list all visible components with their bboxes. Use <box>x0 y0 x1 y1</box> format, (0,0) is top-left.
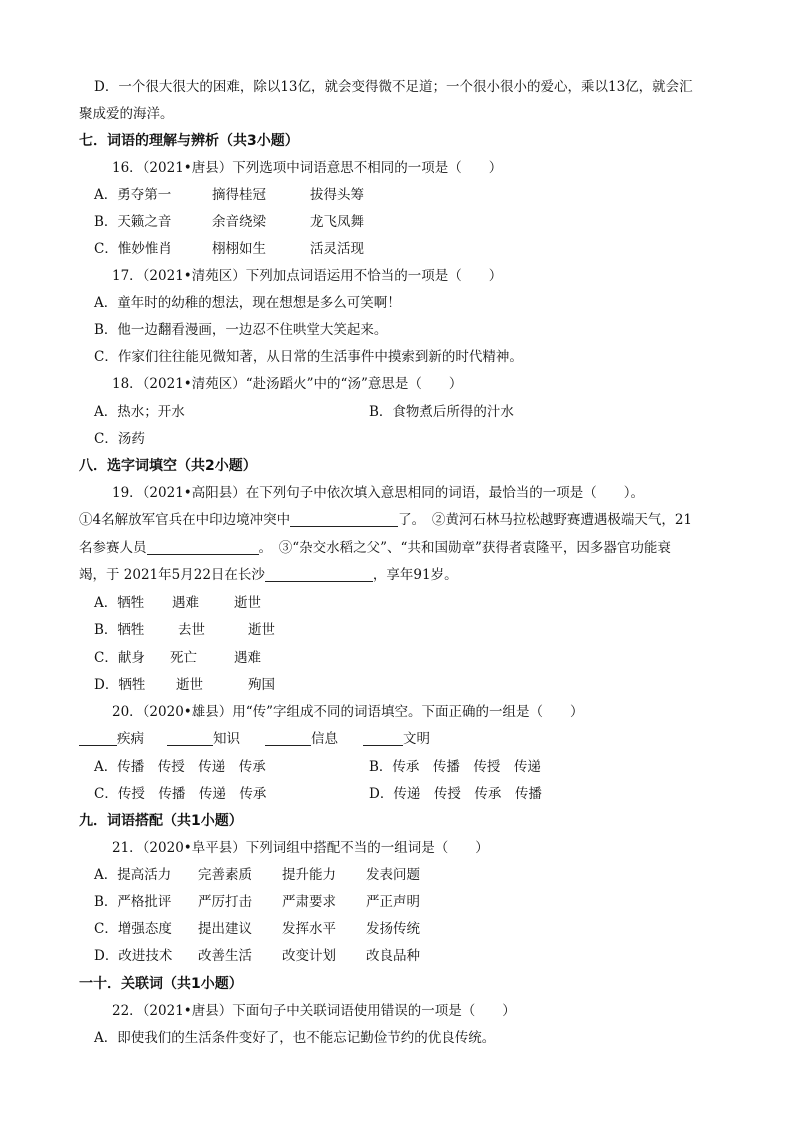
q19-option-d <box>94 675 275 695</box>
q19-s3-after: ，享年91岁。 <box>372 567 458 583</box>
q17-option-c: C．作家们往往能见微知著，从日常的生活事件中摸索到新的时代精神。 <box>94 349 523 365</box>
q18-option-c: C．汤药 <box>94 431 145 447</box>
q19-a-2: 遇难 <box>172 595 199 611</box>
q21-b-3: 严肃要求 <box>282 894 336 910</box>
q21-c-3: 发挥水平 <box>282 921 336 937</box>
q21-a-4: 发表问题 <box>366 867 420 883</box>
q21-c-2: 提出建议 <box>198 921 252 937</box>
q20-option-b: B．传承 传播 传授 传递 <box>369 759 541 775</box>
q16-a-3: 拔得头筹 <box>310 187 364 203</box>
q19-s2-before: 名参赛人员 <box>79 540 147 556</box>
q19-d-2: 逝世 <box>176 677 203 693</box>
q15-option-d-line2: 聚成爱的海洋。 <box>79 106 174 122</box>
q20-option-c: C．传授 传播 传递 传承 <box>94 786 267 802</box>
q20-word-3: 信息 <box>311 731 338 747</box>
q18-option-a: A．热水；开水 <box>94 404 185 420</box>
q19-s2-after: 。 ③“杂交水稻之父”、“共和国勋章”获得者袁隆平，因多器官功能衰 <box>258 540 671 556</box>
q19-s1-after: 了。 ②黄河石林马拉松越野赛遭遇极端天气，21 <box>398 512 693 528</box>
q21-option-a <box>94 865 420 885</box>
q16-option-b <box>94 212 364 232</box>
q20-word-1: 疾病 <box>117 731 144 747</box>
q20-word-2: 知识 <box>213 731 240 747</box>
q19-d-1: D．牺牲 <box>94 677 146 693</box>
q19-s3-before: 竭，于 2021年5月22日在长沙 <box>79 567 265 583</box>
q22-option-a: A．即使我们的生活条件变好了，也不能忘记勤俭节约的优良传统。 <box>94 1030 496 1046</box>
q20-blank-3[interactable] <box>265 731 311 746</box>
q19-a-3: 逝世 <box>234 595 261 611</box>
q19-s1-before: ①4名解放军官兵在中印边境冲突中 <box>79 512 291 528</box>
q19-sentence-line3 <box>79 565 458 585</box>
q21-option-d <box>94 946 420 966</box>
q16-a-2: 摘得桂冠 <box>212 187 266 203</box>
q19-blank-3[interactable] <box>265 567 373 582</box>
q21-option-c <box>94 919 420 939</box>
q16-b-1: B．天籁之音 <box>94 214 172 230</box>
q18-option-b: B．食物煮后所得的汁水 <box>369 404 514 420</box>
q19-option-a <box>94 593 261 613</box>
q19-stem: 19．（2021•高阳县）在下列句子中依次填入意思相同的词语，最恰当的一项是（ ）。 <box>112 485 644 501</box>
q19-c-2: 死亡 <box>170 650 197 666</box>
q16-option-c <box>94 239 364 259</box>
q16-stem: 16．（2021•唐县）下列选项中词语意思不相同的一项是（ ） <box>112 160 503 176</box>
q21-d-1: D．改进技术 <box>94 948 173 964</box>
q20-stem: 20．（2020•雄县）用“传”字组成不同的词语填空。下面正确的一组是（ ） <box>112 704 584 720</box>
q19-sentence-line1 <box>79 510 692 530</box>
q20-blank-2[interactable] <box>167 731 213 746</box>
q21-stem: 21．（2020•阜平县）下列词组中搭配不当的一组词是（ ） <box>112 840 489 856</box>
q19-c-3: 遇难 <box>234 650 261 666</box>
q16-c-3: 活灵活现 <box>310 241 364 257</box>
q21-d-4: 改良品种 <box>366 948 420 964</box>
q19-blank-1[interactable] <box>290 512 398 527</box>
q21-c-1: C．增强态度 <box>94 921 172 937</box>
q21-d-2: 改善生活 <box>198 948 252 964</box>
q19-c-1: C．献身 <box>94 650 145 666</box>
section-9-title: 九．词语搭配（共1小题） <box>79 813 243 829</box>
q17-option-b: B．他一边翻看漫画，一边忍不住哄堂大笑起来。 <box>94 322 388 338</box>
section-10-title: 一十．关联词（共1小题） <box>79 976 243 992</box>
q18-stem: 18．（2021•清苑区）“赴汤蹈火”中的“汤”意思是（ ） <box>112 376 463 392</box>
q21-c-4: 发扬传统 <box>366 921 420 937</box>
q19-b-3: 逝世 <box>248 622 275 638</box>
q16-option-a <box>94 185 364 205</box>
q16-c-1: C．惟妙惟肖 <box>94 241 172 257</box>
q20-blanks-row <box>79 729 430 749</box>
q19-option-c <box>94 648 261 668</box>
q21-b-2: 严厉打击 <box>198 894 252 910</box>
q19-d-3: 殉国 <box>248 677 275 693</box>
q19-sentence-line2 <box>79 538 671 558</box>
q16-a-1: A．勇夺第一 <box>94 187 172 203</box>
q20-word-4: 文明 <box>403 731 430 747</box>
q20-blank-1[interactable] <box>79 731 117 746</box>
section-8-title: 八．选字词填空（共2小题） <box>79 458 257 474</box>
q21-a-2: 完善素质 <box>198 867 252 883</box>
q16-b-3: 龙飞凤舞 <box>310 214 364 230</box>
q16-c-2: 栩栩如生 <box>212 241 266 257</box>
q20-option-d: D．传递 传授 传承 传播 <box>369 786 542 802</box>
q19-b-2: 去世 <box>178 622 205 638</box>
q20-blank-4[interactable] <box>363 731 403 746</box>
q17-option-a: A．童年时的幼稚的想法，现在想想是多么可笑啊！ <box>94 295 401 311</box>
q15-option-d-line1: D．一个很大很大的困难，除以13亿，就会变得微不足道；一个很小很小的爱心，乘以13亿，就会汇 <box>94 79 693 95</box>
q21-b-4: 严正声明 <box>366 894 420 910</box>
q20-option-a: A．传播 传授 传递 传承 <box>94 759 266 775</box>
q22-stem: 22．（2021•唐县）下面句子中关联词语使用错误的一项是（ ） <box>112 1003 516 1019</box>
q21-option-b <box>94 892 420 912</box>
q19-option-b <box>94 620 275 640</box>
q21-a-1: A．提高活力 <box>94 867 172 883</box>
q21-a-3: 提升能力 <box>282 867 336 883</box>
q16-b-2: 余音绕梁 <box>212 214 266 230</box>
q19-b-1: B．牺牲 <box>94 622 145 638</box>
q21-d-3: 改变计划 <box>282 948 336 964</box>
section-7-title: 七．词语的理解与辨析（共3小题） <box>79 133 299 149</box>
q21-b-1: B．严格批评 <box>94 894 172 910</box>
q19-a-1: A．牺牲 <box>94 595 145 611</box>
q19-blank-2[interactable] <box>147 540 259 555</box>
q17-stem: 17．（2021•清苑区）下列加点词语运用不恰当的一项是（ ） <box>112 268 503 284</box>
